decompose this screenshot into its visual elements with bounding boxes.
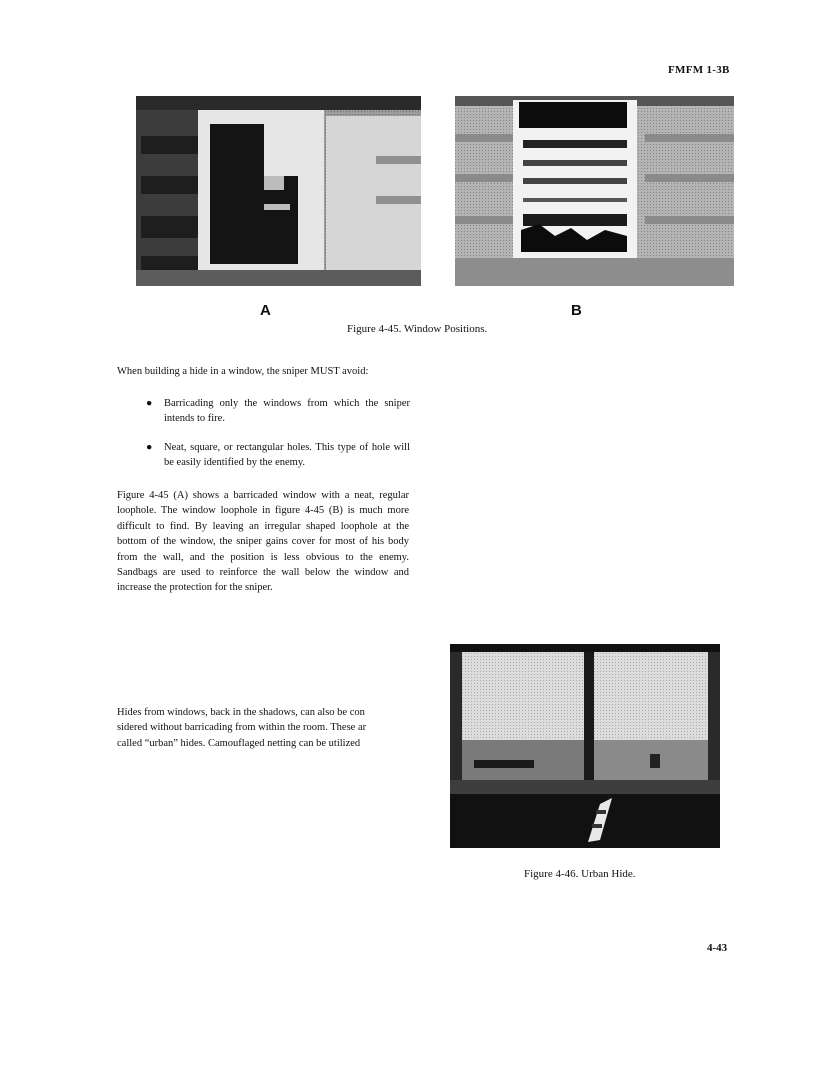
barricaded-window-image bbox=[136, 96, 421, 286]
bullet-text: Neat, square, or rectangular holes. This type of hole will be easily identified by the enemy. bbox=[164, 442, 410, 469]
hide-requirements-intro: When building a hide in a window, the sniper MUST avoid: bbox=[117, 366, 369, 377]
bullet-dot-icon: ● bbox=[146, 398, 153, 409]
paragraph-line: called “urban” hides. Camouflaged netting can be utilized bbox=[117, 737, 361, 749]
urban-hide-image bbox=[450, 644, 720, 848]
paragraph-line: Hides from windows, back in the shadows, can also be con bbox=[117, 707, 365, 718]
figure-label-b: B bbox=[571, 302, 582, 319]
figure-4-46-caption: Figure 4-46. Urban Hide. bbox=[524, 868, 636, 880]
bullet-item bbox=[146, 440, 410, 471]
bullet-text: Barricading only the windows from which the sniper intends to fire. bbox=[164, 398, 410, 425]
irregular-loophole-window-image bbox=[455, 96, 734, 286]
figure-4-45a-photo bbox=[136, 96, 421, 286]
urban-hides-paragraph bbox=[117, 705, 401, 751]
paragraph-line: sidered without barricading from within the room. These ar bbox=[117, 722, 367, 734]
loophole-explanation-paragraph: Figure 4-45 (A) shows a barricaded window with a neat, regular loophole. The window loophole in figure 4-45 (B) is much more difficult to find. By leaving an irregular shaped loophole at the bottom of the window, the sniper gains cover for most of his body from the wall, and the position is less obvious to the enemy. Sandbags are used to reinforce the wall below the window and increase the protection for the sniper. bbox=[117, 490, 409, 594]
bullet-dot-icon: ● bbox=[146, 442, 153, 453]
figure-4-46-photo bbox=[450, 644, 720, 848]
figure-4-45-caption: Figure 4-45. Window Positions. bbox=[347, 323, 488, 335]
figure-label-a: A bbox=[260, 302, 271, 319]
page-number: 4-43 bbox=[707, 942, 728, 954]
figure-4-45b-photo bbox=[455, 96, 734, 286]
document-header: FMFM 1-3B bbox=[668, 64, 730, 76]
bullet-item bbox=[146, 396, 410, 427]
